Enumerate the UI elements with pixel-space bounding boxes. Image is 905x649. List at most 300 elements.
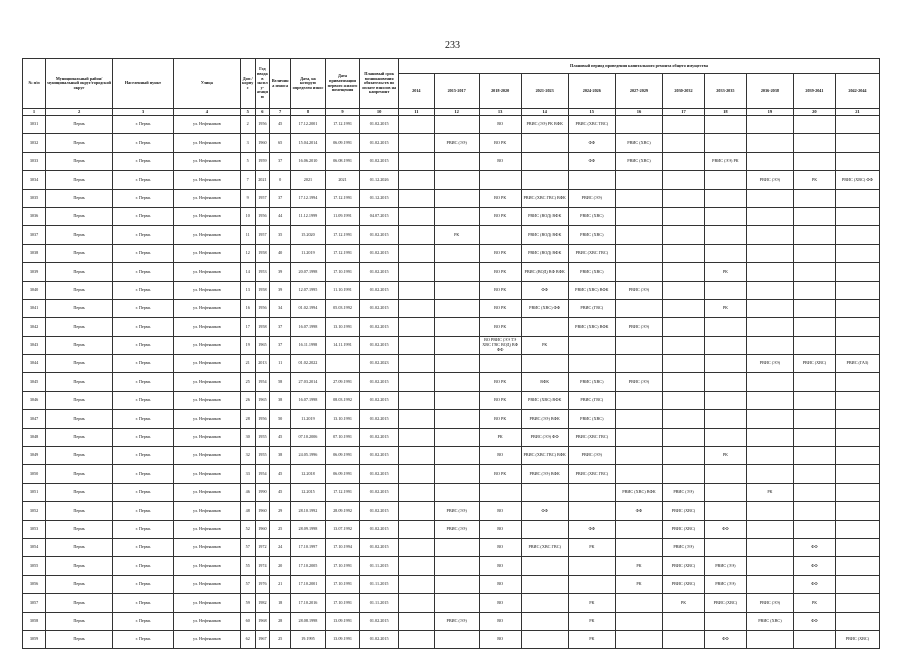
period-cell: [835, 207, 879, 225]
house-cell: 62: [240, 630, 255, 648]
period-cell: РВИС (ХВС): [704, 594, 746, 612]
period-cell: [521, 171, 568, 189]
period-cell: [835, 263, 879, 281]
header-period: 2024-2026: [568, 74, 615, 109]
period-cell: РВИС (ЭЭ): [615, 281, 662, 299]
row-number: 3046: [23, 391, 46, 409]
period-cell: [793, 391, 835, 409]
date-condition-cell: 16.07.1998: [291, 391, 326, 409]
table-row: [23, 483, 880, 501]
period-cell: РВИС (ЭЭ): [663, 538, 705, 556]
period-cell: [615, 244, 662, 262]
period-cell: РК: [479, 428, 521, 446]
period-cell: РВИС (ХВС): [663, 575, 705, 593]
period-cell: РВИС (ЭЭ): [568, 447, 615, 465]
period-cell: [615, 612, 662, 630]
column-number: 16: [615, 109, 662, 116]
period-cell: РК: [704, 263, 746, 281]
street-cell: ул. Нефтяников: [173, 538, 240, 556]
wear-cell: 24: [270, 538, 291, 556]
street-cell: ул. Нефтяников: [173, 318, 240, 336]
header-period: 2027-2029: [615, 74, 662, 109]
row-number: 3043: [23, 336, 46, 354]
table-row: [23, 373, 880, 391]
year-cell: 2021: [255, 171, 270, 189]
table-row: [23, 189, 880, 207]
period-cell: [615, 207, 662, 225]
year-cell: 1960: [255, 134, 270, 152]
period-cell: РВИС (ЭЭ) РК: [704, 152, 746, 170]
table-row: [23, 336, 880, 354]
row-number: 3040: [23, 281, 46, 299]
period-cell: [568, 171, 615, 189]
period-cell: [835, 575, 879, 593]
period-cell: ВО РК: [479, 207, 521, 225]
period-cell: ВФК: [521, 373, 568, 391]
year-cell: 1972: [255, 538, 270, 556]
street-cell: ул. Нефтяников: [173, 207, 240, 225]
date-obligation-cell: 01.02.2015: [360, 116, 399, 134]
period-cell: [479, 171, 521, 189]
date-condition-cell: 11.2019: [291, 244, 326, 262]
period-cell: [399, 538, 435, 556]
street-cell: ул. Нефтяников: [173, 465, 240, 483]
period-cell: [615, 465, 662, 483]
wear-cell: 37: [270, 189, 291, 207]
period-cell: [434, 318, 479, 336]
date-obligation-cell: 01.02.2015: [360, 538, 399, 556]
period-cell: [663, 336, 705, 354]
period-cell: РК: [746, 483, 793, 501]
period-cell: [835, 465, 879, 483]
row-number: 3031: [23, 116, 46, 134]
period-cell: [615, 336, 662, 354]
period-cell: [568, 502, 615, 520]
period-cell: [434, 557, 479, 575]
table-row: [23, 502, 880, 520]
page-number: 233: [445, 40, 460, 51]
period-cell: ФФ: [568, 134, 615, 152]
municipality-cell: Пермь: [46, 447, 113, 465]
period-cell: [399, 447, 435, 465]
period-cell: РК: [568, 538, 615, 556]
period-cell: РВИС (ЭЭ): [663, 483, 705, 501]
street-cell: ул. Нефтяников: [173, 391, 240, 409]
period-cell: РВИС (ЭЭ): [746, 171, 793, 189]
house-cell: 25: [240, 373, 255, 391]
column-number: 13: [479, 109, 521, 116]
period-cell: [704, 391, 746, 409]
header-period: 2014: [399, 74, 435, 109]
period-cell: РВИС (ХВС): [663, 520, 705, 538]
period-cell: ВО: [479, 152, 521, 170]
period-cell: ФФ: [704, 630, 746, 648]
date-condition-cell: 11.2019: [291, 410, 326, 428]
house-cell: 10: [240, 207, 255, 225]
street-cell: ул. Нефтяников: [173, 502, 240, 520]
settlement-cell: г. Пермь: [113, 152, 174, 170]
period-cell: [746, 134, 793, 152]
street-cell: ул. Нефтяников: [173, 428, 240, 446]
period-cell: [746, 428, 793, 446]
date-condition-cell: 16.06.2010: [291, 152, 326, 170]
period-cell: [793, 483, 835, 501]
wear-cell: 39: [270, 263, 291, 281]
period-cell: ВО РК: [479, 373, 521, 391]
date-privatization-cell: 13.09.1991: [325, 612, 360, 630]
period-cell: [704, 116, 746, 134]
settlement-cell: г. Пермь: [113, 355, 174, 373]
column-number: 7: [270, 109, 291, 116]
period-cell: РК: [615, 575, 662, 593]
settlement-cell: г. Пермь: [113, 134, 174, 152]
house-cell: 13: [240, 281, 255, 299]
table-row: [23, 428, 880, 446]
period-cell: [399, 355, 435, 373]
period-cell: [434, 538, 479, 556]
house-cell: 16: [240, 299, 255, 317]
period-cell: РВИС (ХВС ГВС): [521, 538, 568, 556]
period-cell: [615, 263, 662, 281]
period-cell: [399, 189, 435, 207]
period-cell: [479, 355, 521, 373]
date-privatization-cell: 11.10.1991: [325, 281, 360, 299]
municipality-cell: Пермь: [46, 281, 113, 299]
period-cell: РВИС (ХВС): [663, 557, 705, 575]
municipality-cell: Пермь: [46, 538, 113, 556]
period-cell: ВО РК: [479, 465, 521, 483]
header-period: 2015-2017: [434, 74, 479, 109]
period-cell: РВИС (ХВС): [615, 134, 662, 152]
period-cell: РК: [434, 226, 479, 244]
house-cell: 30: [240, 428, 255, 446]
street-cell: ул. Нефтяников: [173, 557, 240, 575]
period-cell: ВО: [479, 612, 521, 630]
settlement-cell: г. Пермь: [113, 594, 174, 612]
date-obligation-cell: 01.02.2015: [360, 465, 399, 483]
period-cell: [663, 465, 705, 483]
row-number: 3044: [23, 355, 46, 373]
period-cell: ВО РК: [479, 299, 521, 317]
date-condition-cell: 17.10.2005: [291, 557, 326, 575]
period-cell: РВИС (ВОД) ВФК: [521, 244, 568, 262]
period-cell: ВО РК: [479, 410, 521, 428]
period-cell: [479, 483, 521, 501]
date-privatization-cell: 07.10.1991: [325, 428, 360, 446]
date-condition-cell: 28.08.1998: [291, 612, 326, 630]
row-number: 3035: [23, 189, 46, 207]
street-cell: ул. Нефтяников: [173, 134, 240, 152]
column-number: 3: [113, 109, 174, 116]
house-cell: 52: [240, 520, 255, 538]
date-obligation-cell: 01.11.2015: [360, 594, 399, 612]
period-cell: [793, 520, 835, 538]
header-municipality: Муниципальный район/ муниципальный округ/городской округ: [46, 59, 113, 109]
column-number: 2: [46, 109, 113, 116]
date-obligation-cell: 01.02.2015: [360, 299, 399, 317]
period-cell: [434, 207, 479, 225]
year-cell: 1954: [255, 373, 270, 391]
period-cell: ВО РК: [479, 263, 521, 281]
settlement-cell: г. Пермь: [113, 244, 174, 262]
period-cell: [704, 465, 746, 483]
street-cell: ул. Нефтяников: [173, 171, 240, 189]
period-cell: РВИС (ЭЭ): [615, 318, 662, 336]
header-street: Улица: [173, 59, 240, 109]
date-privatization-cell: 17.12.1991: [325, 116, 360, 134]
column-number: 19: [746, 109, 793, 116]
period-cell: [521, 594, 568, 612]
period-cell: [835, 538, 879, 556]
date-privatization-cell: 17.12.1991: [325, 189, 360, 207]
period-cell: [663, 226, 705, 244]
date-obligation-cell: 01.02.2015: [360, 410, 399, 428]
date-condition-cell: 12.07.1995: [291, 281, 326, 299]
municipality-cell: Пермь: [46, 336, 113, 354]
house-cell: 46: [240, 483, 255, 501]
date-privatization-cell: 05.03.1992: [325, 299, 360, 317]
wear-cell: 37: [270, 318, 291, 336]
period-cell: [704, 134, 746, 152]
date-condition-cell: 15.2020: [291, 226, 326, 244]
street-cell: ул. Нефтяников: [173, 263, 240, 281]
row-number: 3032: [23, 134, 46, 152]
period-cell: ВО: [479, 557, 521, 575]
period-cell: [663, 299, 705, 317]
period-cell: [663, 171, 705, 189]
period-cell: ФФ: [521, 502, 568, 520]
period-cell: [835, 373, 879, 391]
period-cell: РВИС (ХВС): [568, 226, 615, 244]
year-cell: 1960: [255, 520, 270, 538]
period-cell: [434, 299, 479, 317]
wear-cell: 45: [270, 116, 291, 134]
wear-cell: 44: [270, 207, 291, 225]
column-number: 20: [793, 109, 835, 116]
period-cell: РВИС (ХВС): [568, 373, 615, 391]
period-cell: [434, 336, 479, 354]
wear-cell: 20: [270, 557, 291, 575]
row-number: 3037: [23, 226, 46, 244]
settlement-cell: г. Пермь: [113, 410, 174, 428]
wear-cell: 45: [270, 428, 291, 446]
row-number: 3047: [23, 410, 46, 428]
year-cell: 1953: [255, 263, 270, 281]
period-cell: [399, 594, 435, 612]
date-privatization-cell: 13.10.1991: [325, 410, 360, 428]
period-cell: [746, 226, 793, 244]
period-cell: [615, 355, 662, 373]
period-cell: ВО: [479, 594, 521, 612]
municipality-cell: Пермь: [46, 520, 113, 538]
row-number: 3051: [23, 483, 46, 501]
period-cell: [746, 410, 793, 428]
date-condition-cell: 24.05.1996: [291, 447, 326, 465]
period-cell: РВИС (ЭЭ) ВФК: [521, 465, 568, 483]
period-cell: [835, 189, 879, 207]
date-privatization-cell: 17.10.1991: [325, 575, 360, 593]
column-number: 18: [704, 109, 746, 116]
period-cell: [835, 226, 879, 244]
period-cell: [746, 263, 793, 281]
row-number: 3057: [23, 594, 46, 612]
period-cell: [835, 336, 879, 354]
period-cell: ВО: [479, 538, 521, 556]
period-cell: [399, 152, 435, 170]
column-number: 12: [434, 109, 479, 116]
wear-cell: 37: [270, 152, 291, 170]
year-cell: 1956: [255, 116, 270, 134]
row-number: 3036: [23, 207, 46, 225]
date-condition-cell: 19.1995: [291, 630, 326, 648]
year-cell: 1990: [255, 483, 270, 501]
date-obligation-cell: 01.11.2015: [360, 557, 399, 575]
table-row: [23, 410, 880, 428]
year-cell: 1954: [255, 465, 270, 483]
date-obligation-cell: 01.02.2015: [360, 263, 399, 281]
date-obligation-cell: 01.02.2015: [360, 152, 399, 170]
period-cell: РВИС (ЭЭ): [704, 557, 746, 575]
period-cell: РВИС (ХВС): [746, 612, 793, 630]
period-cell: [399, 612, 435, 630]
period-cell: ФФ: [793, 538, 835, 556]
date-obligation-cell: 01.12.2026: [360, 171, 399, 189]
period-cell: [399, 557, 435, 575]
street-cell: ул. Нефтяников: [173, 299, 240, 317]
period-cell: [399, 575, 435, 593]
period-cell: [704, 336, 746, 354]
period-cell: ВО: [479, 520, 521, 538]
period-cell: ВО РК: [479, 244, 521, 262]
period-cell: [704, 355, 746, 373]
period-cell: [663, 152, 705, 170]
house-cell: 57: [240, 575, 255, 593]
period-cell: [704, 483, 746, 501]
period-cell: [521, 557, 568, 575]
year-cell: 1967: [255, 630, 270, 648]
street-cell: ул. Нефтяников: [173, 226, 240, 244]
period-cell: [793, 318, 835, 336]
settlement-cell: г. Пермь: [113, 281, 174, 299]
column-number: 10: [360, 109, 399, 116]
row-number: 3045: [23, 373, 46, 391]
header-wear: Величина износа: [270, 59, 291, 109]
period-cell: [568, 336, 615, 354]
column-number: 15: [568, 109, 615, 116]
period-cell: РВИС (ХВС ГВС) ВФК: [521, 189, 568, 207]
table-row: [23, 575, 880, 593]
date-obligation-cell: 01.02.2015: [360, 226, 399, 244]
date-privatization-cell: 17.12.1991: [325, 483, 360, 501]
row-number: 3038: [23, 244, 46, 262]
settlement-cell: г. Пермь: [113, 116, 174, 134]
year-cell: 1968: [255, 612, 270, 630]
header-period: 2021-2023: [521, 74, 568, 109]
period-cell: [746, 281, 793, 299]
period-cell: [568, 575, 615, 593]
street-cell: ул. Нефтяников: [173, 630, 240, 648]
period-cell: [399, 483, 435, 501]
municipality-cell: Пермь: [46, 152, 113, 170]
wear-cell: 58: [270, 373, 291, 391]
date-privatization-cell: 06.09.1991: [325, 465, 360, 483]
date-condition-cell: 15.04.2014: [291, 134, 326, 152]
date-condition-cell: 28.10.1992: [291, 502, 326, 520]
period-cell: РВИС (ЭЭ) РК ВФК: [521, 116, 568, 134]
settlement-cell: г. Пермь: [113, 299, 174, 317]
year-cell: 1982: [255, 594, 270, 612]
year-cell: 1960: [255, 502, 270, 520]
period-cell: [399, 281, 435, 299]
table-row: [23, 594, 880, 612]
table-row: [23, 226, 880, 244]
date-obligation-cell: 01.02.2015: [360, 373, 399, 391]
wear-cell: 45: [270, 465, 291, 483]
date-condition-cell: 17.10.1997: [291, 538, 326, 556]
period-cell: [615, 226, 662, 244]
period-cell: [746, 207, 793, 225]
period-cell: [793, 207, 835, 225]
date-privatization-cell: 27.09.1991: [325, 373, 360, 391]
wear-cell: 18: [270, 594, 291, 612]
row-number: 3059: [23, 630, 46, 648]
date-obligation-cell: 01.02.2015: [360, 244, 399, 262]
period-cell: РВИС (ЭЭ): [434, 612, 479, 630]
settlement-cell: г. Пермь: [113, 520, 174, 538]
house-cell: 7: [240, 171, 255, 189]
column-number-row: [23, 109, 880, 116]
street-cell: ул. Нефтяников: [173, 410, 240, 428]
row-number: 3049: [23, 447, 46, 465]
wear-cell: 0: [270, 171, 291, 189]
date-privatization-cell: 11.09.1991: [325, 207, 360, 225]
period-cell: [399, 428, 435, 446]
date-obligation-cell: 01.02.2015: [360, 281, 399, 299]
period-cell: РВИС (ЭЭ): [434, 134, 479, 152]
municipality-cell: Пермь: [46, 391, 113, 409]
period-cell: [521, 152, 568, 170]
date-condition-cell: 16.11.1998: [291, 336, 326, 354]
period-cell: [835, 318, 879, 336]
period-cell: РВИС (ХВС): [835, 630, 879, 648]
period-cell: [835, 116, 879, 134]
column-number: 17: [663, 109, 705, 116]
period-cell: ВО РК: [479, 134, 521, 152]
period-cell: [746, 189, 793, 207]
period-cell: [663, 134, 705, 152]
period-cell: [746, 520, 793, 538]
year-cell: 2013: [255, 355, 270, 373]
period-cell: [793, 116, 835, 134]
header-period: 2036-2038: [746, 74, 793, 109]
row-number: 3056: [23, 575, 46, 593]
date-obligation-cell: 01.02.2015: [360, 612, 399, 630]
period-cell: [615, 520, 662, 538]
period-cell: ВО: [479, 502, 521, 520]
municipality-cell: Пермь: [46, 207, 113, 225]
period-cell: [663, 355, 705, 373]
period-cell: [663, 612, 705, 630]
period-cell: РК: [663, 594, 705, 612]
date-privatization-cell: [325, 355, 360, 373]
date-privatization-cell: 17.10.1994: [325, 538, 360, 556]
period-cell: [434, 152, 479, 170]
period-cell: [663, 318, 705, 336]
house-cell: 28: [240, 410, 255, 428]
period-cell: [399, 410, 435, 428]
period-cell: РК: [793, 171, 835, 189]
settlement-cell: г. Пермь: [113, 318, 174, 336]
